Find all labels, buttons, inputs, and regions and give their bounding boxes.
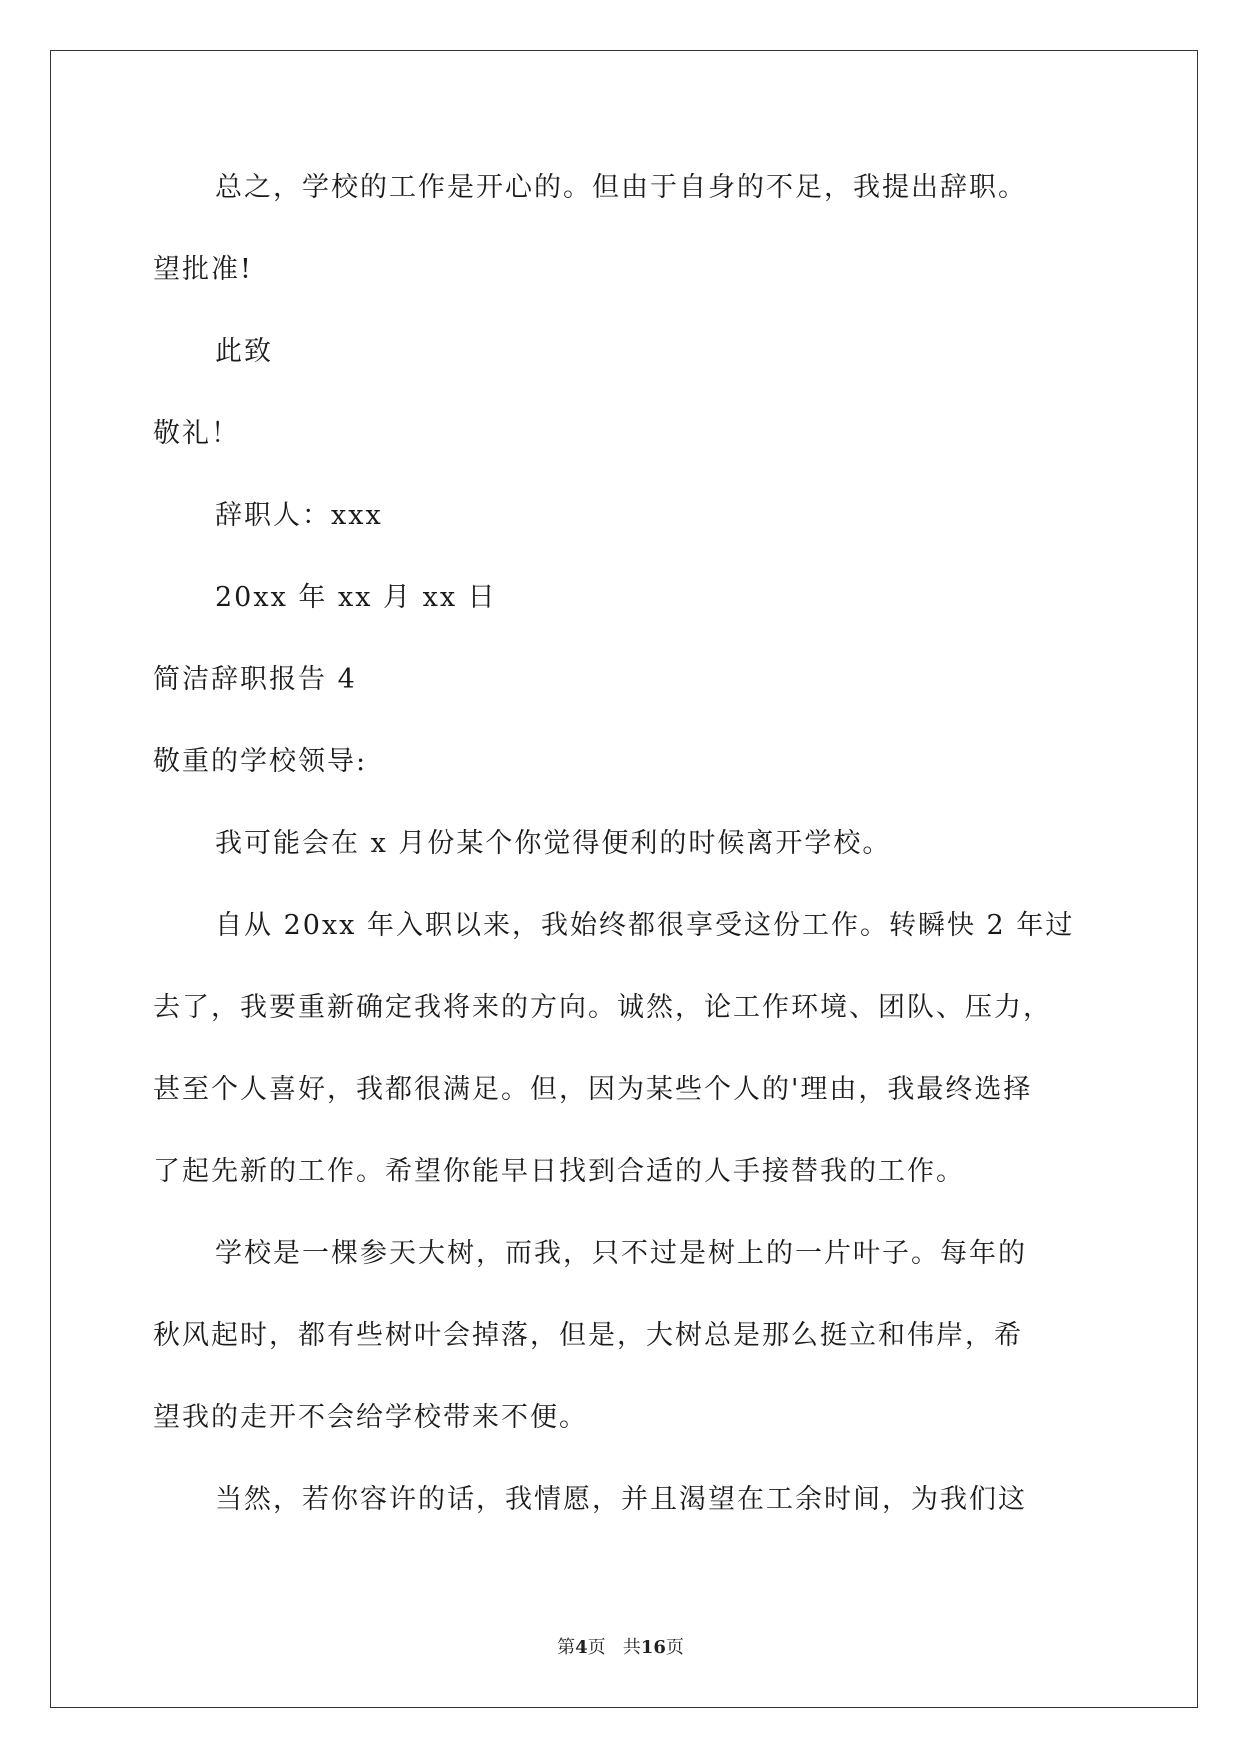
date-line: 20xx 年 xx 月 xx 日	[215, 582, 497, 613]
page-border	[50, 50, 1198, 1708]
paragraph-line: 学校是一棵参天大树，而我，只不过是树上的一片叶子。每年的	[215, 1238, 1027, 1269]
paragraph-line: 自从 20xx 年入职以来，我始终都很享受这份工作。转瞬快 2 年过	[215, 910, 1075, 941]
salutation-line: 敬礼！	[153, 418, 240, 449]
footer-total-prefix: 共	[622, 1637, 641, 1658]
paragraph-line: 望批准!	[153, 254, 253, 285]
footer-total-unit: 页	[665, 1637, 684, 1658]
section-title: 简洁辞职报告 4	[153, 664, 357, 695]
current-page-number: 4	[575, 1637, 588, 1658]
total-page-count: 16	[640, 1637, 666, 1658]
closing-line: 此致	[215, 336, 273, 367]
paragraph-line: 总之，学校的工作是开心的。但由于自身的不足，我提出辞职。	[215, 172, 1027, 203]
signature-line: 辞职人：xxx	[215, 500, 383, 531]
paragraph-line: 望我的走开不会给学校带来不便。	[153, 1402, 588, 1433]
page-footer	[0, 1636, 1241, 1660]
paragraph-line: 去了，我要重新确定我将来的方向。诚然，论工作环境、团队、压力，	[153, 992, 1052, 1023]
paragraph-line: 我可能会在 x 月份某个你觉得便利的时候离开学校。	[215, 828, 892, 859]
greeting-line: 敬重的学校领导:	[153, 746, 368, 777]
paragraph-line: 了起先新的工作。希望你能早日找到合适的人手接替我的工作。	[153, 1156, 965, 1187]
paragraph-line: 秋风起时，都有些树叶会掉落，但是，大树总是那么挺立和伟岸，希	[153, 1320, 1023, 1351]
footer-prefix: 第	[557, 1637, 576, 1658]
paragraph-line: 当然，若你容许的话，我情愿，并且渴望在工余时间，为我们这	[215, 1484, 1027, 1515]
paragraph-line: 甚至个人喜好，我都很满足。但，因为某些个人的'理由，我最终选择	[153, 1074, 1033, 1105]
footer-page-unit: 页	[587, 1637, 606, 1658]
